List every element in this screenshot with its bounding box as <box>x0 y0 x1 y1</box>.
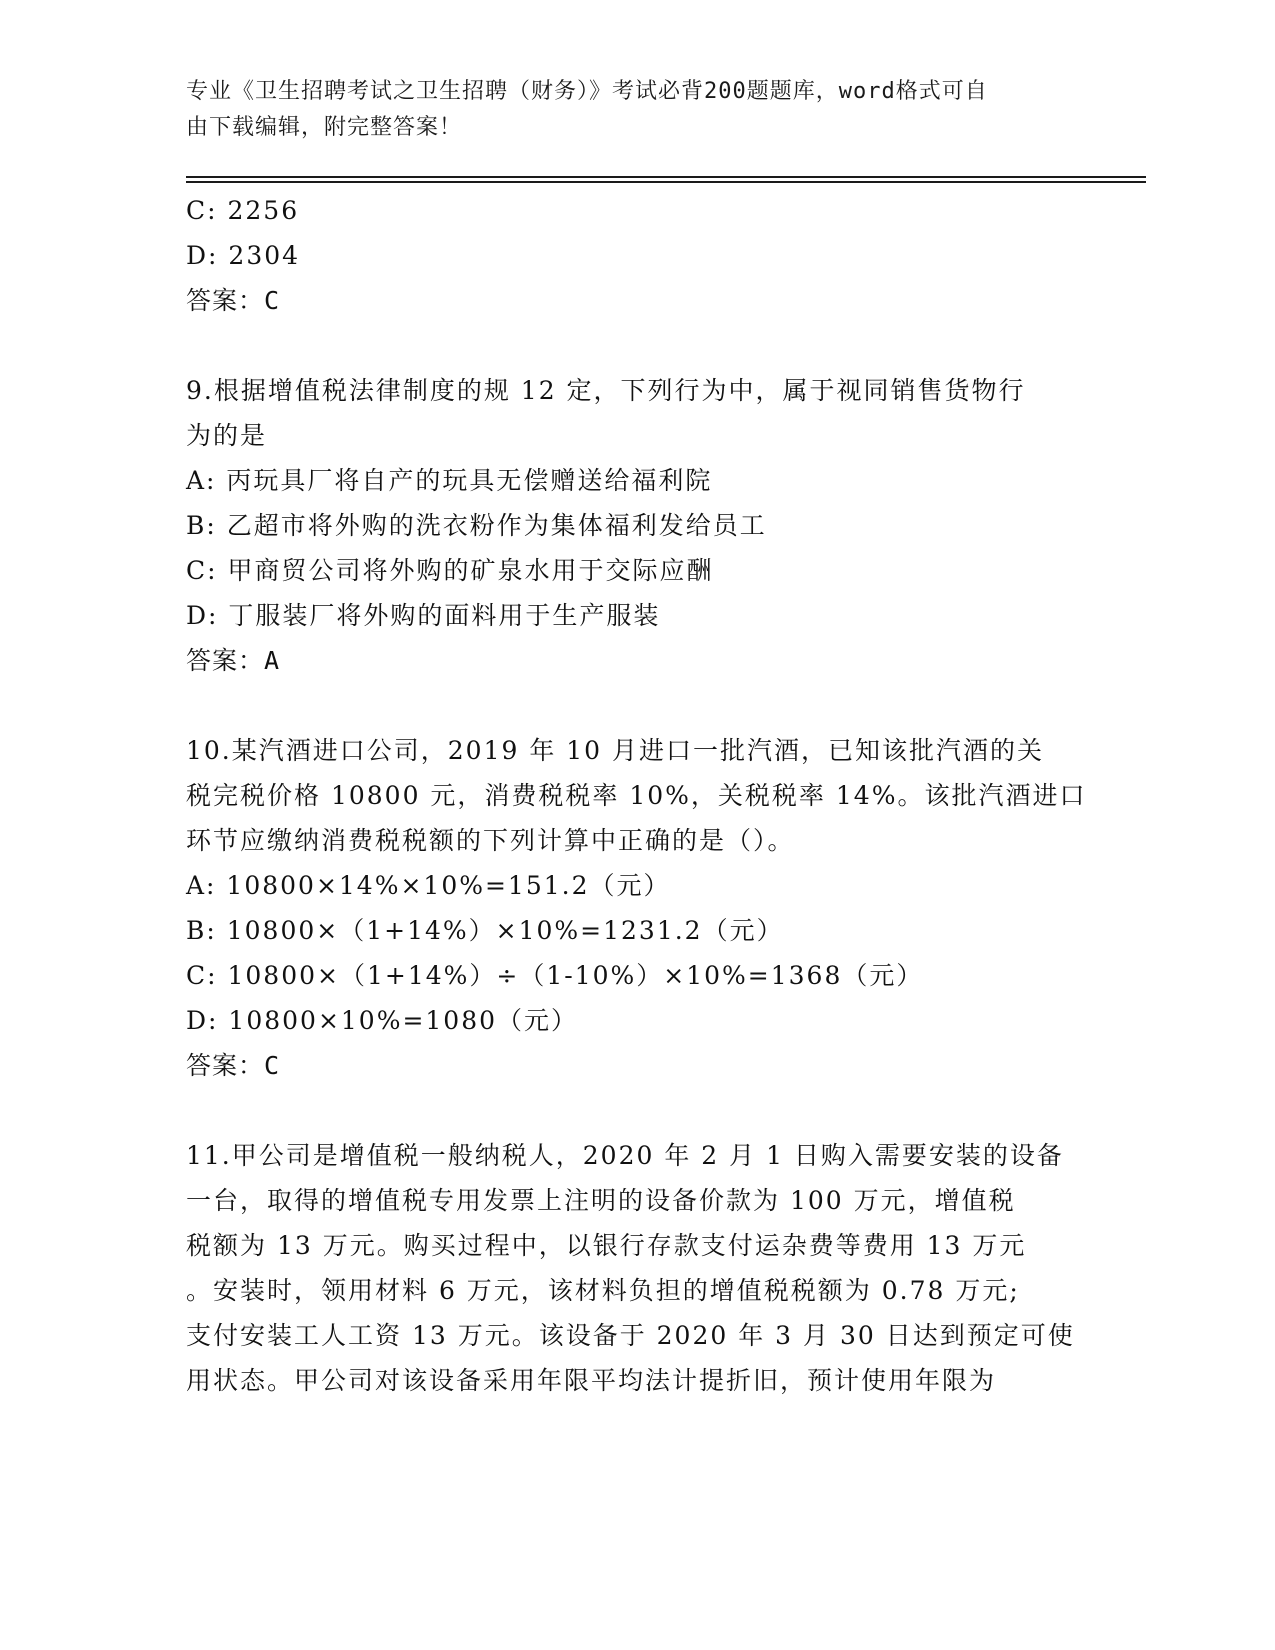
option-b: B: 乙超市将外购的洗衣粉作为集体福利发给员工 <box>186 511 767 540</box>
question-text: 税额为 13 万元。购买过程中，以银行存款支付运杂费等费用 13 万元 <box>186 1231 1027 1260</box>
page-header <box>186 74 1066 146</box>
answer: 答案：C <box>186 1051 281 1080</box>
option-d: D: 丁服装厂将外购的面料用于生产服装 <box>186 601 661 630</box>
header-rule-top <box>186 176 1146 178</box>
answer: 答案：A <box>186 646 281 675</box>
header-line-1: 专业《卫生招聘考试之卫生招聘（财务）》考试必背200题题库，word格式可自 <box>186 79 988 104</box>
question-11 <box>186 1133 1086 1403</box>
question-text: 税完税价格 10800 元，消费税税率 10%，关税税率 14%。该批汽酒进口 <box>186 781 1087 810</box>
question-text: 环节应缴纳消费税税额的下列计算中正确的是（）。 <box>186 826 795 855</box>
option-c: C: 2256 <box>186 196 300 225</box>
question-9 <box>186 368 1086 683</box>
question-10 <box>186 728 1086 1088</box>
spacer <box>186 1088 1086 1133</box>
spacer <box>186 323 1086 368</box>
question-text: 支付安装工人工资 13 万元。该设备于 2020 年 3 月 30 日达到预定可使 <box>186 1321 1075 1350</box>
question-text: 10.某汽酒进口公司，2019 年 10 月进口一批汽酒，已知该批汽酒的关 <box>186 736 1045 765</box>
document-body <box>186 188 1086 1403</box>
question-text: 为的是 <box>186 421 268 450</box>
header-line-2: 由下载编辑，附完整答案！ <box>186 115 463 140</box>
question-text: 一台，取得的增值税专用发票上注明的设备价款为 100 万元，增值税 <box>186 1186 1016 1215</box>
option-b: B: 10800×（1+14%）×10%=1231.2（元） <box>186 916 784 945</box>
question-8-tail <box>186 188 1086 323</box>
option-d: D: 10800×10%=1080（元） <box>186 1006 579 1035</box>
option-a: A: 10800×14%×10%=151.2（元） <box>186 871 671 900</box>
spacer <box>186 683 1086 728</box>
option-c: C: 10800×（1+14%）÷（1-10%）×10%=1368（元） <box>186 961 924 990</box>
header-rule-bottom <box>186 181 1146 183</box>
question-text: 9.根据增值税法律制度的规 12 定，下列行为中，属于视同销售货物行 <box>186 376 1026 405</box>
question-text: 11.甲公司是增值税一般纳税人，2020 年 2 月 1 日购入需要安装的设备 <box>186 1141 1064 1170</box>
option-d: D: 2304 <box>186 241 301 270</box>
answer: 答案：C <box>186 286 281 315</box>
question-text: 。安装时，领用材料 6 万元，该材料负担的增值税税额为 0.78 万元; <box>186 1276 1020 1305</box>
option-a: A: 丙玩具厂将自产的玩具无偿赠送给福利院 <box>186 466 713 495</box>
option-c: C: 甲商贸公司将外购的矿泉水用于交际应酬 <box>186 556 714 585</box>
question-text: 用状态。甲公司对该设备采用年限平均法计提折旧，预计使用年限为 <box>186 1366 997 1395</box>
